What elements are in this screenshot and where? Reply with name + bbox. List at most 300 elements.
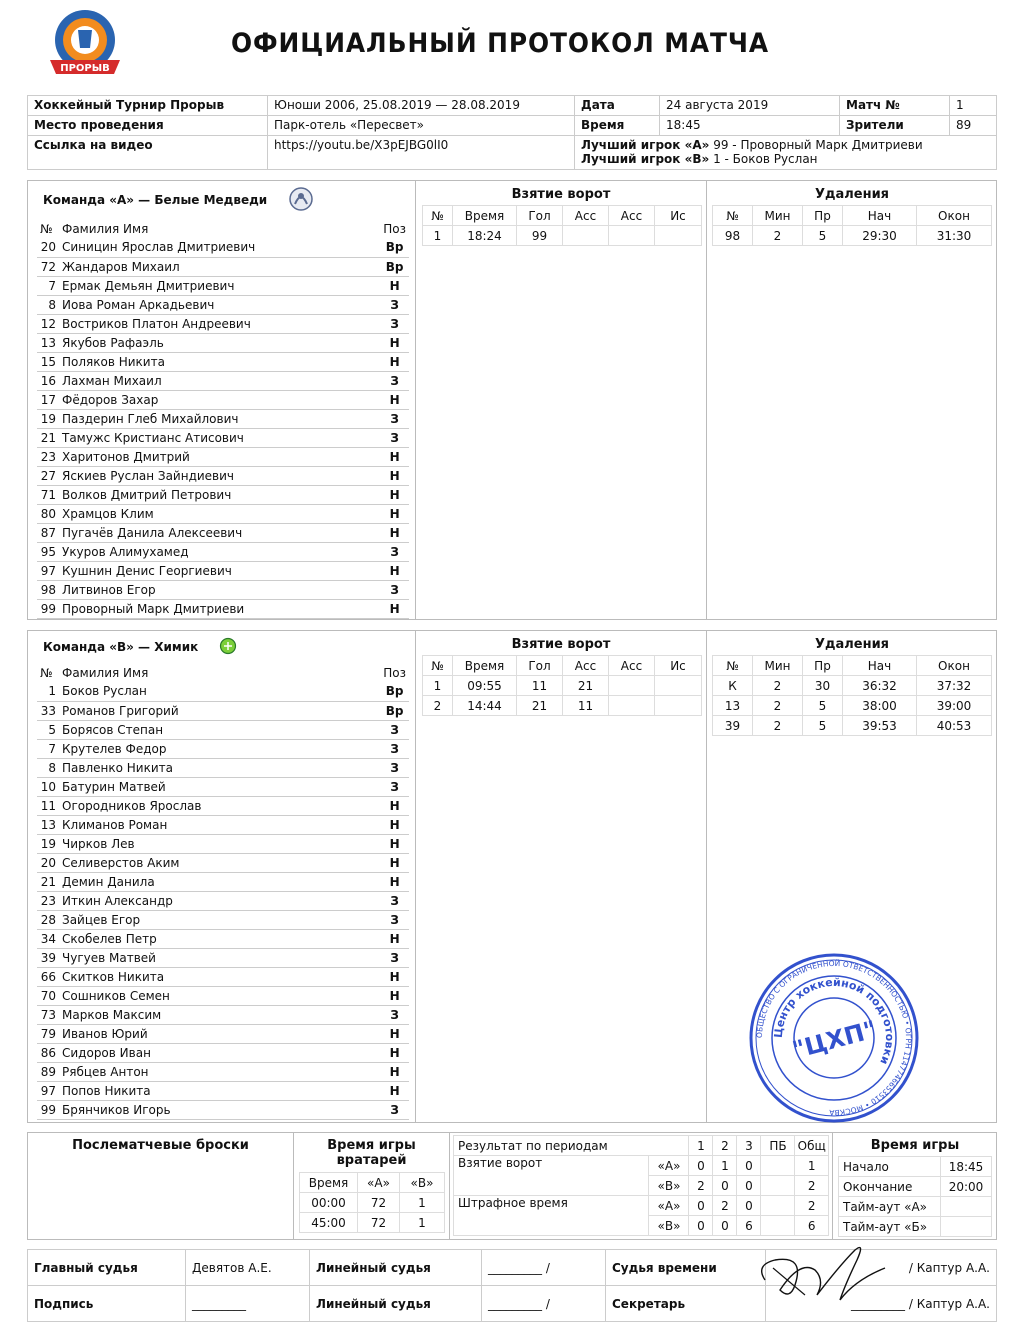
goals-team-b: «В» — [649, 1176, 689, 1196]
team-a-player-row — [37, 276, 409, 295]
player-number: 97 — [37, 1081, 59, 1100]
gt-col-time: Время — [300, 1173, 358, 1193]
player-position: З — [380, 409, 409, 428]
pen-a-total: 2 — [795, 1196, 829, 1216]
match-label: Матч № — [840, 96, 950, 116]
period-total-header: Общ — [795, 1136, 829, 1156]
best-b-label: Лучший игрок «В» — [581, 152, 710, 166]
page-title: ОФИЦИАЛЬНЫЙ ПРОТОКОЛ МАТЧА — [230, 28, 770, 59]
player-number: 21 — [37, 872, 59, 891]
player-name: Паздерин Глеб Михайлович — [59, 409, 380, 428]
p-col-start-b: Нач — [843, 656, 917, 676]
player-position: З — [380, 580, 409, 599]
team-b-player-row — [37, 1005, 409, 1024]
g-col-ass2: Асс — [609, 206, 655, 226]
team-b-goal-row — [423, 696, 702, 716]
player-number: 34 — [37, 929, 59, 948]
player-name: Иткин Александр — [59, 891, 380, 910]
penalty-minutes: 2 — [753, 716, 803, 736]
player-number: 10 — [37, 777, 59, 796]
match-header-table — [27, 95, 997, 170]
team-b-player-row — [37, 948, 409, 967]
goal-is — [655, 696, 702, 716]
goal-assist-1: 11 — [563, 696, 609, 716]
team-b-player-row — [37, 777, 409, 796]
goals-row-label: Взятие ворот — [454, 1156, 649, 1196]
goal-number: 1 — [423, 226, 453, 246]
player-number: 23 — [37, 891, 59, 910]
team-b-penalty-row — [713, 696, 992, 716]
tournament-label: Хоккейный Турнир Прорыв — [28, 96, 268, 116]
player-name: Поляков Никита — [59, 352, 380, 371]
goals-b-p3: 0 — [737, 1176, 761, 1196]
player-position: Н — [380, 561, 409, 580]
signature-blank: _________ — [186, 1286, 310, 1322]
timekeeper-value: / Каптур А.А. — [766, 1250, 997, 1286]
team-b-player-row — [37, 967, 409, 986]
team-a-player-row — [37, 504, 409, 523]
goal-is — [655, 676, 702, 696]
team-b-player-row — [37, 1024, 409, 1043]
goals-a-p1: 0 — [689, 1156, 713, 1176]
col-num: № — [40, 221, 53, 236]
player-number: 79 — [37, 1024, 59, 1043]
player-number: 1 — [37, 682, 59, 701]
team-b-logo-icon — [219, 637, 237, 658]
player-name: Зайцев Егор — [59, 910, 380, 929]
goalie-time-table — [299, 1172, 445, 1233]
player-number: 97 — [37, 561, 59, 580]
game-time-title: Время игры — [870, 1138, 960, 1153]
timeout-a-value — [941, 1197, 992, 1217]
player-position: З — [380, 891, 409, 910]
player-position: З — [380, 739, 409, 758]
goal-number: 1 — [423, 676, 453, 696]
player-name: Укуров Алимухамед — [59, 542, 380, 561]
periods-title: Результат по периодам — [454, 1136, 689, 1156]
player-number: 99 — [37, 599, 59, 618]
team-a-goals-title: Взятие ворот — [511, 187, 611, 202]
penalty-start: 39:53 — [843, 716, 917, 736]
player-position: Вр — [380, 257, 409, 276]
team-b-goal-row — [423, 676, 702, 696]
tournament-logo — [40, 8, 130, 78]
game-time-table — [838, 1156, 992, 1237]
player-name: Кушнин Денис Георгиевич — [59, 561, 380, 580]
goal-assist-1: 21 — [563, 676, 609, 696]
player-number: 19 — [37, 409, 59, 428]
penalty-start: 38:00 — [843, 696, 917, 716]
goal-assist-2 — [609, 696, 655, 716]
player-name: Лахман Михаил — [59, 371, 380, 390]
penalty-minutes: 2 — [753, 696, 803, 716]
main-ref-label: Главный судья — [28, 1250, 186, 1286]
goal-is — [655, 226, 702, 246]
player-number: 7 — [37, 276, 59, 295]
player-number: 8 — [37, 758, 59, 777]
penalty-end: 39:00 — [917, 696, 992, 716]
player-number: 66 — [37, 967, 59, 986]
shootout-title: Послематчевые броски — [72, 1138, 249, 1153]
goals-b-so — [761, 1176, 795, 1196]
player-number: 28 — [37, 910, 59, 929]
goal-scorer: 11 — [517, 676, 563, 696]
pen-row-label: Штрафное время — [454, 1196, 649, 1236]
player-name: Иванов Юрий — [59, 1024, 380, 1043]
goals-team-a: «А» — [649, 1156, 689, 1176]
team-b-pen-table — [712, 655, 992, 736]
player-name: Батурин Матвей — [59, 777, 380, 796]
tournament-value: Юноши 2006, 25.08.2019 — 28.08.2019 — [268, 96, 575, 116]
player-name: Литвинов Егор — [59, 580, 380, 599]
player-name: Крутелев Федор — [59, 739, 380, 758]
player-name: Боков Руслан — [59, 682, 380, 701]
player-name: Фёдоров Захар — [59, 390, 380, 409]
video-label: Ссылка на видео — [28, 136, 268, 170]
col-pos: Поз — [383, 221, 406, 236]
player-name: Попов Никита — [59, 1081, 380, 1100]
p-col-num-b: № — [713, 656, 753, 676]
player-name: Романов Григорий — [59, 701, 380, 720]
goalie-time-row — [300, 1213, 445, 1233]
team-a-player-row — [37, 257, 409, 276]
player-number: 20 — [37, 238, 59, 257]
team-a-player-row — [37, 561, 409, 580]
team-b-player-row — [37, 834, 409, 853]
player-position: З — [380, 371, 409, 390]
team-b-player-row — [37, 796, 409, 815]
team-b-player-row — [37, 739, 409, 758]
player-name: Тамужс Кристианс Атисович — [59, 428, 380, 447]
pen-b-so — [761, 1216, 795, 1236]
p-col-pr: Пр — [803, 206, 843, 226]
player-name: Павленко Никита — [59, 758, 380, 777]
p-col-min-b: Мин — [753, 656, 803, 676]
g-col-time-b: Время — [453, 656, 517, 676]
player-name: Огородников Ярослав — [59, 796, 380, 815]
p-col-end-b: Окон — [917, 656, 992, 676]
gt-col-b: «В» — [400, 1173, 445, 1193]
team-a-player-row — [37, 428, 409, 447]
penalty-player: 39 — [713, 716, 753, 736]
goalie-b-number: 1 — [400, 1213, 445, 1233]
player-number: 71 — [37, 485, 59, 504]
timeout-a-label: Тайм-аут «А» — [839, 1197, 941, 1217]
goal-number: 2 — [423, 696, 453, 716]
player-number: 7 — [37, 739, 59, 758]
team-a-player-row — [37, 371, 409, 390]
period-1-header: 1 — [689, 1136, 713, 1156]
player-name: Харитонов Дмитрий — [59, 447, 380, 466]
team-a-pen-table — [712, 205, 992, 246]
player-position: Н — [380, 447, 409, 466]
period-results-table — [453, 1135, 829, 1236]
g-col-num: № — [423, 206, 453, 226]
g-col-time: Время — [453, 206, 517, 226]
g-col-num-b: № — [423, 656, 453, 676]
signature-label: Подпись — [28, 1286, 186, 1322]
player-number: 19 — [37, 834, 59, 853]
player-name: Чугуев Матвей — [59, 948, 380, 967]
p-col-num: № — [713, 206, 753, 226]
team-b-name: Команда «В» — Химик — [43, 640, 199, 654]
col-pos-b: Поз — [383, 665, 406, 680]
player-name: Демин Данила — [59, 872, 380, 891]
player-name: Скитков Никита — [59, 967, 380, 986]
penalty-reason: 5 — [803, 226, 843, 246]
player-position: Н — [380, 967, 409, 986]
penalty-end: 31:30 — [917, 226, 992, 246]
player-name: Яскиев Руслан Зайндиевич — [59, 466, 380, 485]
handwritten-signature — [745, 1240, 895, 1312]
g-col-ass1-b: Асс — [563, 656, 609, 676]
player-position: Н — [380, 1081, 409, 1100]
timeout-b-label: Тайм-аут «Б» — [839, 1217, 941, 1237]
goal-scorer: 99 — [517, 226, 563, 246]
team-b-player-row — [37, 1081, 409, 1100]
period-3-header: 3 — [737, 1136, 761, 1156]
logo-text: ПРОРЫВ — [60, 63, 110, 74]
team-a-pen-title: Удаления — [814, 187, 890, 202]
video-link[interactable]: https://youtu.be/X3pEJBG0lI0 — [268, 136, 575, 170]
player-position: Н — [380, 853, 409, 872]
team-a-player-row — [37, 352, 409, 371]
g-col-is: Ис — [655, 206, 702, 226]
team-a-player-row — [37, 238, 409, 257]
player-position: З — [380, 758, 409, 777]
team-b-player-row — [37, 720, 409, 739]
team-a-goals-table — [422, 205, 702, 246]
secretary-label: Секретарь — [606, 1286, 766, 1322]
player-name: Климанов Роман — [59, 815, 380, 834]
date-value: 24 августа 2019 — [660, 96, 840, 116]
player-number: 73 — [37, 1005, 59, 1024]
team-a-player-row — [37, 580, 409, 599]
penalty-minutes: 2 — [753, 226, 803, 246]
team-a-player-row — [37, 314, 409, 333]
team-b-player-row — [37, 910, 409, 929]
venue-label: Место проведения — [28, 116, 268, 136]
time-label: Время — [575, 116, 660, 136]
player-position: Н — [380, 352, 409, 371]
line-ref-blank: _________ / — [482, 1250, 606, 1286]
player-number: 15 — [37, 352, 59, 371]
goalie-b-number: 1 — [400, 1193, 445, 1213]
player-position: Н — [380, 1043, 409, 1062]
best-a-value: 99 - Проворный Марк Дмитриеви — [713, 138, 923, 152]
team-b-player-row — [37, 929, 409, 948]
player-number: 8 — [37, 295, 59, 314]
team-b-player-row — [37, 815, 409, 834]
team-a-penalty-row — [713, 226, 992, 246]
player-name: Волков Дмитрий Петрович — [59, 485, 380, 504]
player-position: Н — [380, 815, 409, 834]
penalty-start: 36:32 — [843, 676, 917, 696]
goalie-time-value: 45:00 — [300, 1213, 358, 1233]
team-b-penalty-row — [713, 676, 992, 696]
player-position: Н — [380, 466, 409, 485]
period-so-header: ПБ — [761, 1136, 795, 1156]
period-2-header: 2 — [713, 1136, 737, 1156]
date-label: Дата — [575, 96, 660, 116]
player-number: 20 — [37, 853, 59, 872]
player-name: Селиверстов Аким — [59, 853, 380, 872]
player-position: Н — [380, 872, 409, 891]
goalie-time-title: Время игры вратарей — [327, 1138, 416, 1168]
player-position: Н — [380, 276, 409, 295]
g-col-is-b: Ис — [655, 656, 702, 676]
pen-a-p3: 0 — [737, 1196, 761, 1216]
player-position: З — [380, 1100, 409, 1119]
team-b-goals-table — [422, 655, 702, 716]
team-a-player-row — [37, 523, 409, 542]
timekeeper-label: Судья времени — [606, 1250, 766, 1286]
goalie-time-row — [300, 1193, 445, 1213]
player-position: З — [380, 542, 409, 561]
g-col-ass2-b: Асс — [609, 656, 655, 676]
player-position: З — [380, 1005, 409, 1024]
team-a-player-row — [37, 409, 409, 428]
gt-col-a: «А» — [358, 1173, 400, 1193]
team-b-player-row — [37, 1100, 409, 1119]
player-name: Якубов Рафаэль — [59, 333, 380, 352]
pen-b-p2: 0 — [713, 1216, 737, 1236]
team-b-player-row — [37, 682, 409, 701]
pen-b-total: 6 — [795, 1216, 829, 1236]
player-position: Вр — [380, 238, 409, 257]
penalty-reason: 5 — [803, 696, 843, 716]
p-col-min: Мин — [753, 206, 803, 226]
team-a-logo-icon — [288, 186, 314, 217]
team-b-player-row — [37, 853, 409, 872]
player-name: Марков Максим — [59, 1005, 380, 1024]
player-number: 23 — [37, 447, 59, 466]
goal-time: 14:44 — [453, 696, 517, 716]
p-col-start: Нач — [843, 206, 917, 226]
team-a-player-row — [37, 447, 409, 466]
player-name: Синицин Ярослав Дмитриевич — [59, 238, 380, 257]
spectators-label: Зрители — [840, 116, 950, 136]
player-number: 13 — [37, 333, 59, 352]
player-name: Рябцев Антон — [59, 1062, 380, 1081]
player-number: 95 — [37, 542, 59, 561]
g-col-goal: Гол — [517, 206, 563, 226]
g-col-ass1: Асс — [563, 206, 609, 226]
team-b-goals-title: Взятие ворот — [511, 637, 611, 652]
penalty-minutes: 2 — [753, 676, 803, 696]
team-b-player-row — [37, 1062, 409, 1081]
best-b-value: 1 - Боков Руслан — [713, 152, 818, 166]
player-number: 72 — [37, 257, 59, 276]
goal-assist-1 — [563, 226, 609, 246]
p-col-end: Окон — [917, 206, 992, 226]
player-name: Храмцов Клим — [59, 504, 380, 523]
pen-a-so — [761, 1196, 795, 1216]
line-ref2-label: Линейный судья — [310, 1286, 482, 1322]
player-number: 16 — [37, 371, 59, 390]
player-position: З — [380, 948, 409, 967]
team-a-player-row — [37, 542, 409, 561]
player-position: Н — [380, 834, 409, 853]
player-number: 99 — [37, 1100, 59, 1119]
team-a-player-row — [37, 466, 409, 485]
player-name: Сидоров Иван — [59, 1043, 380, 1062]
pen-team-b: «В» — [649, 1216, 689, 1236]
player-position: Н — [380, 796, 409, 815]
team-a-player-row — [37, 295, 409, 314]
player-number: 98 — [37, 580, 59, 599]
player-position: З — [380, 720, 409, 739]
spectators-value: 89 — [950, 116, 997, 136]
player-name: Борясов Степан — [59, 720, 380, 739]
stamp-inner-text: Центр хоккейной подготовки — [771, 975, 897, 1067]
team-b-player-row — [37, 891, 409, 910]
goals-a-p2: 1 — [713, 1156, 737, 1176]
player-number: 17 — [37, 390, 59, 409]
penalty-reason: 5 — [803, 716, 843, 736]
penalty-reason: 30 — [803, 676, 843, 696]
team-b-player-row — [37, 758, 409, 777]
end-value: 20:00 — [941, 1177, 992, 1197]
goals-b-total: 2 — [795, 1176, 829, 1196]
penalty-end: 40:53 — [917, 716, 992, 736]
team-a-player-row — [37, 390, 409, 409]
goalie-a-number: 72 — [358, 1213, 400, 1233]
player-position: Н — [380, 485, 409, 504]
player-position: Н — [380, 390, 409, 409]
player-name: Сошников Семен — [59, 986, 380, 1005]
col-name: Фамилия Имя — [62, 221, 149, 236]
player-name: Брянчиков Игорь — [59, 1100, 380, 1119]
goal-time: 18:24 — [453, 226, 517, 246]
col-num-b: № — [40, 665, 53, 680]
team-a-player-row — [37, 485, 409, 504]
time-value: 18:45 — [660, 116, 840, 136]
player-name: Проворный Марк Дмитриеви — [59, 599, 380, 618]
secretary-value: _________ / Каптур А.А. — [766, 1286, 997, 1322]
venue-value: Парк-отель «Пересвет» — [268, 116, 575, 136]
line-ref-label: Линейный судья — [310, 1250, 482, 1286]
team-a-goal-row — [423, 226, 702, 246]
player-number: 70 — [37, 986, 59, 1005]
pen-team-a: «А» — [649, 1196, 689, 1216]
player-number: 5 — [37, 720, 59, 739]
player-number: 86 — [37, 1043, 59, 1062]
player-number: 80 — [37, 504, 59, 523]
player-number: 13 — [37, 815, 59, 834]
line-ref2-blank: _________ / — [482, 1286, 606, 1322]
player-number: 89 — [37, 1062, 59, 1081]
player-position: Н — [380, 504, 409, 523]
pen-a-p2: 2 — [713, 1196, 737, 1216]
team-b-roster — [37, 663, 409, 1120]
player-position: З — [380, 777, 409, 796]
player-number: 33 — [37, 701, 59, 720]
player-position: З — [380, 295, 409, 314]
player-position: Вр — [380, 701, 409, 720]
goal-assist-2 — [609, 226, 655, 246]
goalie-time-value: 00:00 — [300, 1193, 358, 1213]
player-position: З — [380, 910, 409, 929]
player-position: Вр — [380, 682, 409, 701]
team-b-pen-title: Удаления — [814, 637, 890, 652]
team-a-roster — [37, 219, 409, 619]
end-label: Окончание — [839, 1177, 941, 1197]
start-value: 18:45 — [941, 1157, 992, 1177]
goals-a-p3: 0 — [737, 1156, 761, 1176]
pen-b-p3: 6 — [737, 1216, 761, 1236]
player-number: 27 — [37, 466, 59, 485]
